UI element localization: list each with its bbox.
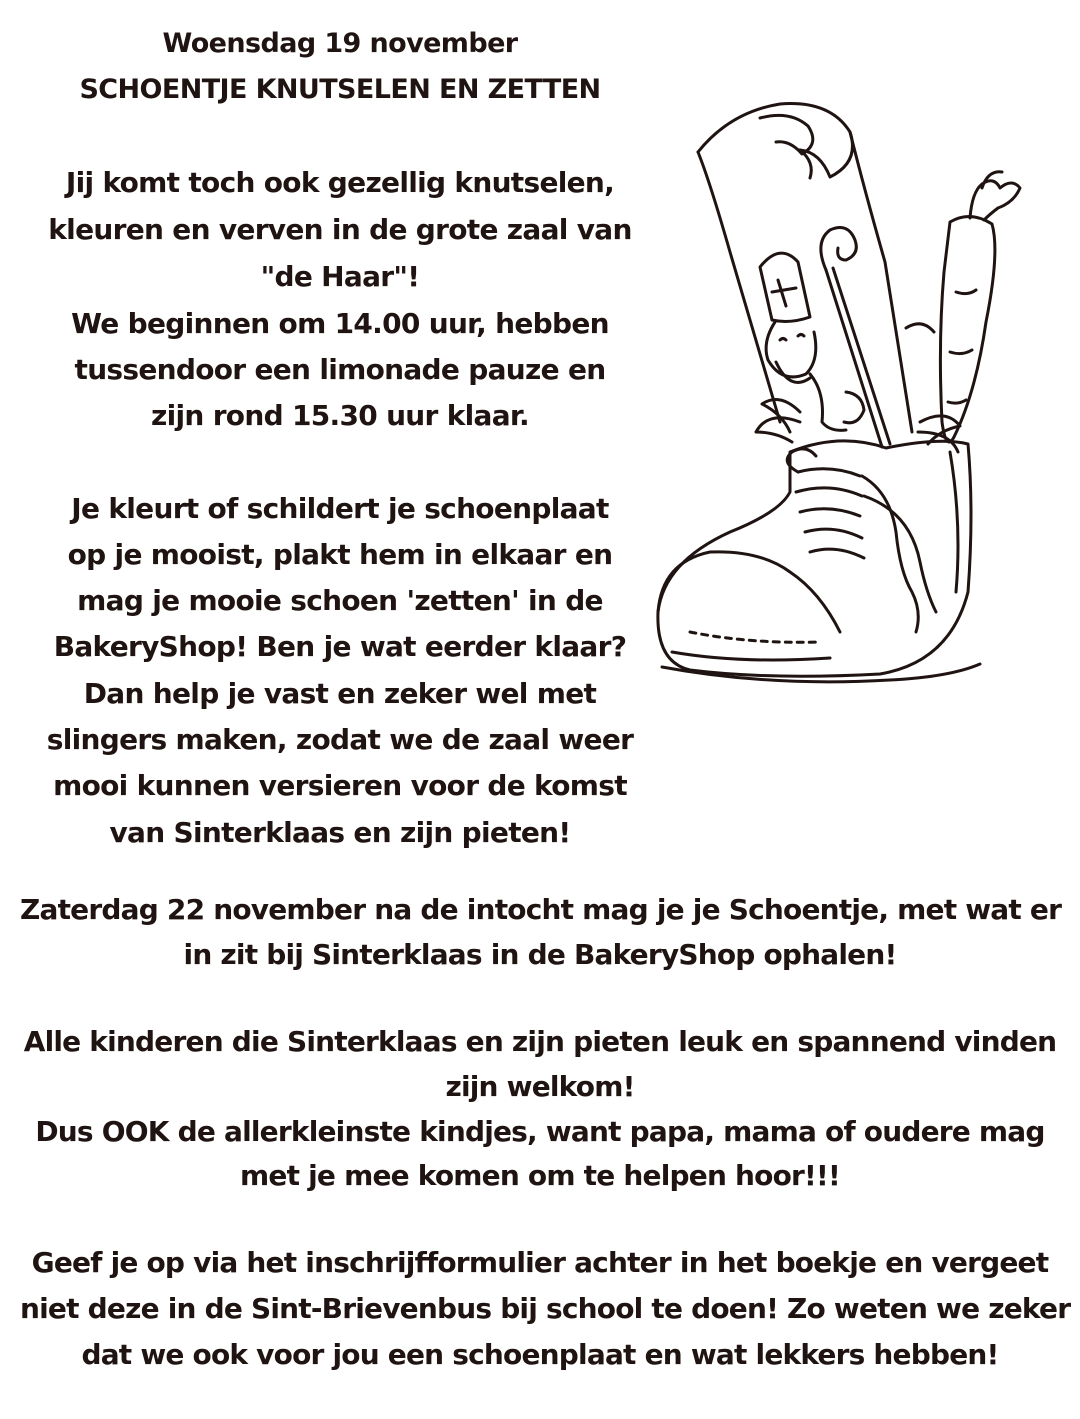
sinterklaas-boot-illustration xyxy=(650,92,1060,712)
intro-line: kleuren en verven in de grote zaal van xyxy=(48,213,632,246)
intro-line: Jij komt toch ook gezellig knutselen, xyxy=(65,166,615,199)
instructions-line: Je kleurt of schildert je schoenplaat xyxy=(71,492,609,525)
scroll-icon xyxy=(698,104,912,432)
intro-line: tussendoor een limonade pauze en xyxy=(74,353,606,386)
instructions-line: BakeryShop! Ben je wat eerder klaar? xyxy=(53,630,627,663)
signup-line: dat we ook voor jou een schoenplaat en wat lekkers hebben! xyxy=(81,1338,999,1371)
intro-line: We beginnen om 14.00 uur, hebben xyxy=(71,307,609,340)
intro-line: zijn rond 15.30 uur klaar. xyxy=(151,399,529,432)
event-date: Woensdag 19 november xyxy=(162,28,518,59)
bishop-staff-icon xyxy=(821,228,890,447)
instructions-line: slingers maken, zodat we de zaal weer xyxy=(46,723,634,756)
signup-line: Geef je op via het inschrijfformulier achter in het boekje en vergeet xyxy=(31,1246,1049,1279)
welcome-line: zijn welkom! xyxy=(445,1070,635,1103)
instructions-line: mooi kunnen versieren voor de komst xyxy=(53,769,627,802)
welcome-line: met je mee komen om te helpen hoor!!! xyxy=(240,1159,840,1192)
instructions-line: mag je mooie schoen 'zetten' in de xyxy=(77,584,603,617)
intro-line: "de Haar"! xyxy=(260,260,420,293)
instructions-line: van Sinterklaas en zijn pieten! xyxy=(109,816,571,849)
pickup-line: Zaterdag 22 november na de intocht mag je je Schoentje, met wat er xyxy=(20,893,1062,926)
event-title: SCHOENTJE KNUTSELEN EN ZETTEN xyxy=(79,74,601,105)
welcome-line: Dus OOK de allerkleinste kindjes, want papa, mama of oudere mag xyxy=(35,1115,1045,1148)
pickup-line: in zit bij Sinterklaas in de BakeryShop ophalen! xyxy=(183,938,897,971)
instructions-line: Dan help je vast en zeker wel met xyxy=(83,677,597,710)
signup-line: niet deze in de Sint-Brievenbus bij school te doen! Zo weten we zeker xyxy=(20,1292,1071,1325)
welcome-line: Alle kinderen die Sinterklaas en zijn pieten leuk en spannend vinden xyxy=(23,1025,1057,1058)
boot-icon xyxy=(658,441,971,676)
instructions-line: op je mooist, plakt hem in elkaar en xyxy=(67,538,613,571)
carrot-icon xyxy=(940,172,1020,442)
